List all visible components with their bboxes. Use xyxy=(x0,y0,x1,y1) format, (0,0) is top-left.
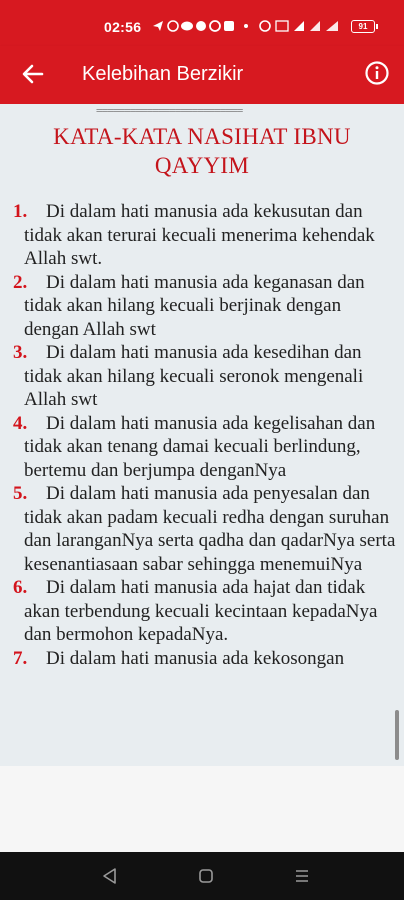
app-icon xyxy=(224,21,234,31)
status-bar xyxy=(0,0,404,46)
item-text: Di dalam hati manusia ada hajat dan tidak akan terbendung kecuali kecintaan kepadaNya dan bermohon kepadaNya. xyxy=(24,577,378,645)
item-text: Di dalam hati manusia ada penyesalan dan tidak akan padam kecuali redha dengan suruhan dan laranganNya serta qadha dan qadarNya serta kesenantiasaan sabar sehingga menemuiNya xyxy=(24,483,396,575)
scrollbar[interactable] xyxy=(395,710,399,760)
system-icons-svg xyxy=(258,19,344,33)
item-number: 4. xyxy=(13,412,28,434)
notification-icons xyxy=(152,19,252,36)
item-text: Di dalam hati manusia ada kekusutan dan tidak akan terurai kecuali menerima kehendak Allah swt. xyxy=(24,201,375,269)
item-number: 2. xyxy=(13,271,28,293)
system-icons xyxy=(258,19,344,36)
item-text: Di dalam hati manusia ada kegelisahan dan tidak akan tenang damai kecuali berlindung, bertemu dan berjumpa denganNya xyxy=(24,412,376,481)
nav-home-button[interactable] xyxy=(196,867,216,885)
chat-icon xyxy=(181,22,193,31)
status-time: 02:56 xyxy=(104,19,142,35)
notification-icons-svg xyxy=(152,19,252,33)
advice-list xyxy=(13,200,397,670)
telegram-icon xyxy=(153,21,163,31)
signal-icon-2 xyxy=(310,21,320,31)
item-text: Di dalam hati manusia ada kekosongan xyxy=(46,647,345,669)
whatsapp-icon xyxy=(168,21,178,31)
system-nav-bar xyxy=(0,852,404,900)
info-icon xyxy=(364,60,390,86)
battery-indicator: 91 xyxy=(351,20,375,33)
item-text: Di dalam hati manusia ada keganasan dan tidak akan hilang kecuali berjinak dengan dengan Allah swt xyxy=(24,271,365,340)
chrome-icon xyxy=(210,21,220,31)
nav-recents-button[interactable] xyxy=(292,867,312,885)
item-text: Di dalam hati manusia ada kesedihan dan tidak akan hilang kecuali seronok mengenali Allah swt xyxy=(24,342,364,410)
page-title: Kelebihan Berzikir xyxy=(82,63,244,85)
list-item xyxy=(13,482,397,576)
item-number: 1. xyxy=(13,201,28,222)
alarm-icon xyxy=(260,21,270,31)
list-item xyxy=(13,647,397,671)
recents-icon xyxy=(292,867,312,885)
signal-icon xyxy=(294,21,304,31)
app-bar xyxy=(0,46,404,104)
nav-back-button[interactable] xyxy=(100,867,120,885)
divider-line: ========================== xyxy=(96,104,243,117)
home-square-icon xyxy=(196,867,216,885)
list-item xyxy=(13,412,397,483)
info-button[interactable] xyxy=(364,60,390,86)
messenger-icon xyxy=(196,21,206,31)
list-item xyxy=(13,200,397,271)
article-content[interactable] xyxy=(0,104,404,766)
item-number: 7. xyxy=(13,647,28,669)
item-number: 3. xyxy=(13,342,28,363)
arrow-left-icon xyxy=(18,59,48,89)
bottom-panel xyxy=(0,766,404,852)
dot-icon xyxy=(244,24,248,28)
list-item xyxy=(13,341,397,412)
list-item xyxy=(13,271,397,342)
item-number: 5. xyxy=(13,483,28,504)
back-button[interactable] xyxy=(18,59,48,89)
article-title: KATA-KATA NASIHAT IBNU QAYYIM xyxy=(53,124,351,178)
list-item xyxy=(13,576,397,647)
data-icon xyxy=(276,21,288,31)
item-number: 6. xyxy=(13,577,28,598)
back-triangle-icon xyxy=(100,867,120,885)
wifi-icon xyxy=(326,21,338,31)
